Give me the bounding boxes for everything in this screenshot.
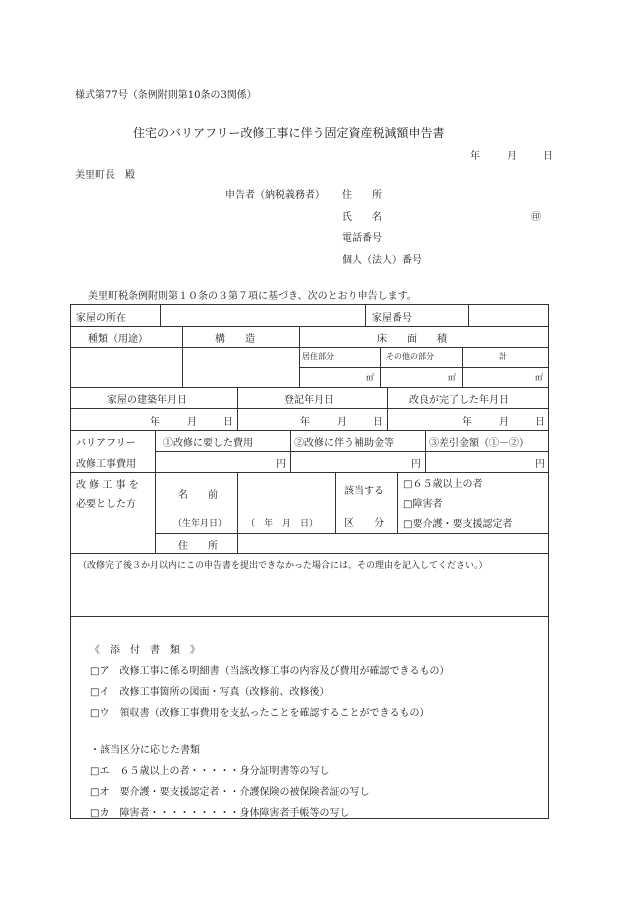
total-label: 計: [499, 352, 507, 361]
built-date-label: 家屋の建築年月日: [107, 395, 187, 406]
attachment-item-u[interactable]: □ウ 領収書（改修工事費用を支払ったことを確認することができるもの）: [90, 708, 430, 719]
attachment-item-e[interactable]: □エ ６５歳以上の者・・・・・身分証明書等の写し: [90, 766, 330, 777]
yen-unit-1: 円: [276, 459, 286, 470]
cost-label-line1: バリアフリー: [76, 438, 136, 449]
cost-label-line2: 改修工事費用: [76, 459, 136, 470]
form-number: 様式第77号（条例附則第10条の3関係）: [75, 90, 257, 101]
registration-year: 年: [300, 417, 310, 428]
renovation-date-label: 改良が完了した年月日: [409, 395, 509, 406]
yen-unit-3: 円: [535, 459, 545, 470]
category-option-care[interactable]: □要介護・要支援認定者: [403, 519, 513, 530]
person-address-label: 住 所: [178, 541, 218, 552]
delay-reason-note: （改修完了後３か月以内にこの申告書を提出できなかった場合には、その理由を記入してください。）: [78, 561, 488, 571]
applicant-name-label: 氏 名: [342, 212, 382, 223]
built-day: 日: [223, 417, 233, 428]
structure-label: 構 造: [215, 334, 255, 345]
need-label-line2: 必要とした方: [76, 499, 136, 510]
registration-month: 月: [337, 417, 347, 428]
registration-day: 日: [373, 417, 383, 428]
applicant-role-label: 申告者（納税義務者）: [225, 190, 325, 201]
floor-area-label: 床 面 積: [377, 334, 447, 345]
yen-unit-2: 円: [411, 459, 421, 470]
declaration-statement: 美里町税条例附則第１０条の３第７項に基づき、次のとおり申告します。: [88, 291, 417, 302]
person-name-label: 名 前: [178, 490, 218, 501]
addressee: 美里町長 殿: [75, 170, 135, 181]
built-year: 年: [150, 417, 160, 428]
house-location-label: 家屋の所在: [76, 313, 126, 324]
sqm-unit-other: ㎡: [448, 373, 456, 382]
sqm-unit-total: ㎡: [535, 373, 543, 382]
attachment-item-a[interactable]: □ア 改修工事に係る明細書（当該改修工事の内容及び費用が確認できるもの）: [90, 666, 450, 677]
date-year-label: 年: [470, 151, 480, 162]
category-label-line1: 該当する: [344, 486, 384, 497]
date-day-label: 日: [543, 151, 553, 162]
cost-col-1-label: ①改修に要した費用: [163, 438, 253, 449]
seal-mark: ㊞: [531, 212, 541, 223]
category-option-disabled[interactable]: □障害者: [403, 499, 443, 510]
registration-date-label: 登記年月日: [284, 395, 334, 406]
sqm-unit-residential: ㎡: [366, 373, 374, 382]
cost-col-3-label: ③差引金額（①－②）: [429, 438, 529, 449]
category-option-elderly[interactable]: □６５歳以上の者: [403, 479, 483, 490]
attachments-heading: 《 添 付 書 類 》: [90, 645, 200, 656]
category-label-line2: 区 分: [344, 518, 384, 529]
attachment-item-o[interactable]: □オ 要介護・要支援認定者・・介護保険の被保険者証の写し: [90, 787, 370, 798]
renovation-day: 日: [535, 417, 545, 428]
house-number-label: 家屋番号: [372, 313, 412, 324]
date-month-label: 月: [507, 151, 517, 162]
applicant-id-label: 個人（法人）番号: [342, 255, 422, 266]
other-part-label: その他の部分: [386, 352, 434, 361]
attachment-item-ka[interactable]: □カ 障害者・・・・・・・・・身体障害者手帳等の写し: [90, 808, 350, 819]
page-title: 住宅のバリアフリー改修工事に伴う固定資産税減額申告書: [133, 126, 445, 140]
residential-part-label: 居住部分: [302, 352, 334, 361]
renovation-year: 年: [462, 417, 472, 428]
type-use-label: 種類（用途）: [88, 334, 148, 345]
birth-date-placeholder: （ 年 月 日）: [246, 519, 319, 529]
need-label-line1: 改 修 工 事 を: [76, 480, 139, 491]
cost-col-2-label: ②改修に伴う補助金等: [294, 438, 394, 449]
built-month: 月: [187, 417, 197, 428]
attachment-item-i[interactable]: □イ 改修工事箇所の図面・写真（改修前、改修後）: [90, 687, 330, 698]
applicant-phone-label: 電話番号: [342, 233, 382, 244]
renovation-month: 月: [499, 417, 509, 428]
birth-date-label: （生年月日）: [173, 519, 228, 529]
category-documents-heading: ・該当区分に応じた書類: [90, 745, 200, 756]
applicant-address-label: 住 所: [342, 190, 382, 201]
